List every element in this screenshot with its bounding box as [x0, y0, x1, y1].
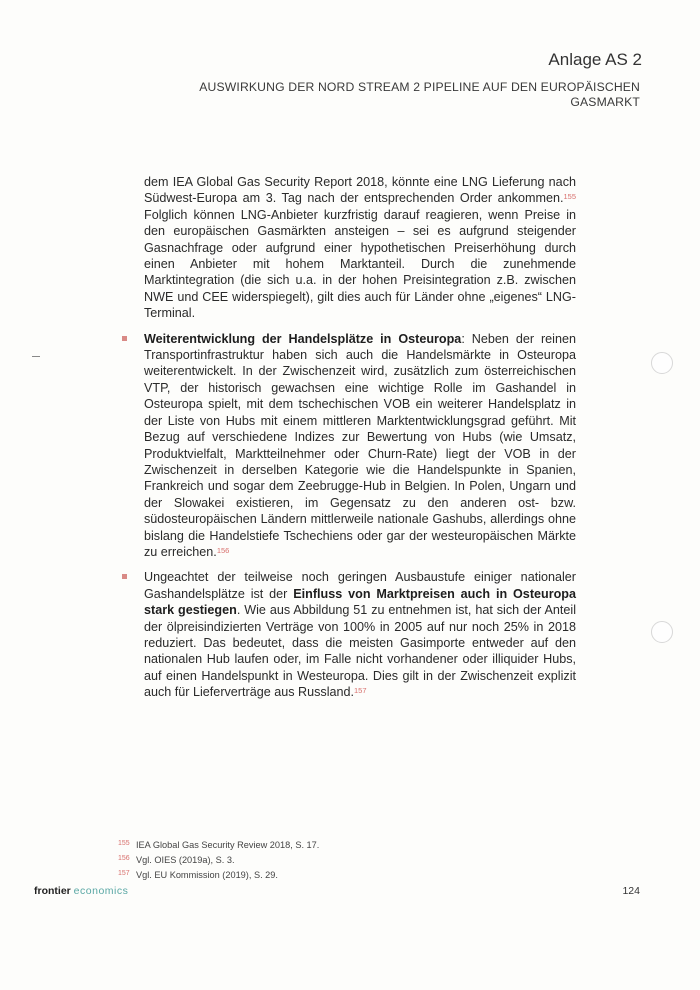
paragraph-2-heading: Weiterentwicklung der Handelsplätze in Osteuropa — [144, 331, 462, 346]
paragraph-2-text: : Neben der reinen Transportinfrastruktur haben sich auch die Handelsmärkte in Osteuropa weiterentwickelt. In der Zwischenzeit wird, zusätzlich zum österreichischen VTP, der historisch gewachsen eine wichtige Rolle im Gashandel in Osteuropa spielt, mit dem tschechischen VOB ein weiterer Handelsplatz in der Liste von Hubs mit einem mittleren Marktentwicklungsgrad geführt. Mit Bezug auf verschiedene Indizes zur Bewertung von Hubs (wie Umsatz, Produktvielfalt, Marktteilnehmer oder Churn-Rate) liegt der VOB in der Zwischenzeit in derselben Kategorie wie die Handelspunkte in Spanien, Frankreich und sogar dem Zeebrugge-Hub in Belgien. In Polen, Ungarn und der Slowakei existieren, im Gegensatz zu den anderen ost- bzw. südosteuropäischen Ländern mittlerweile nationale Gashubs, allerdings ohne bislang die Handelstiefe Tschechiens oder gar der westeuropäischen Märkte zu erreichen. — [144, 331, 576, 559]
logo-word-1: frontier — [34, 885, 71, 897]
punch-hole-top — [651, 352, 673, 374]
footnote-number: 156 — [118, 855, 130, 862]
footnote-157 — [118, 868, 558, 883]
paragraph-2 — [144, 331, 576, 561]
bullet-marker — [122, 336, 127, 341]
footnote-number: 155 — [118, 840, 130, 847]
paragraph-1-text: dem IEA Global Gas Security Report 2018, könnte eine LNG Lieferung nach Südwest-Europa am 3. Tag nach der entsprechenden Order ankommen. — [144, 175, 576, 206]
page-number: 124 — [622, 885, 640, 897]
paragraph-3-emphasis: Einfluss von Marktpreisen auch in Osteuropa stark gestiegen — [144, 586, 576, 618]
footnote-ref-155: 155 — [563, 192, 576, 202]
body-text — [144, 174, 576, 710]
logo-word-2: economics — [73, 885, 129, 897]
footnote-ref-156: 156 — [216, 545, 230, 555]
footnotes — [118, 838, 558, 883]
margin-mark — [32, 356, 40, 357]
paragraph-1-text-cont: Folglich können LNG-Anbieter kurzfristig darauf reagieren, wenn Preise in den europäischen Gasmärkten ansteigen – sei es aufgrund steigender Gasnachfrage oder aufgrund einer hypothetischen Preiserhöhung durch einen Anbieter mit hohem Marktanteil. Durch die zunehmende Marktintegration (die sich u.a. in der hohen Preisintegration z.B. zwischen NWE und CEE widerspiegelt), gilt dies auch für Länder ohne „eigenes“ LNG-Terminal. — [144, 207, 576, 321]
page-title: Anlage AS 2 — [548, 50, 642, 69]
punch-hole-bottom — [651, 621, 673, 643]
footnote-155 — [118, 838, 558, 853]
footnote-156 — [118, 853, 558, 868]
footnote-text: IEA Global Gas Security Review 2018, S. 17. — [136, 840, 320, 850]
footnote-text: Vgl. EU Kommission (2019), S. 29. — [136, 870, 278, 880]
footnote-ref-157: 157 — [354, 686, 367, 696]
paragraph-3-text: Ungeachtet der teilweise noch geringen Ausbaustufe einiger nationaler Gashandelsplätze ist der — [144, 570, 576, 601]
paragraph-3 — [144, 569, 576, 700]
paragraph-3-text-cont: . Wie aus Abbildung 51 zu entnehmen ist, hat sich der Anteil der ölpreisindizierten Verträge von 100% in 2005 auf nur noch 25% in 2018 reduziert. Das bedeutet, dass die meisten Gasimporte entweder auf den nationalen Hub laufen oder, im Falle nicht vorhandener oder illiquider Hubs, auf einen Handelspunkt in Westeuropa. Dies gilt in der Zwischenzeit explizit auch für Lieferverträge aus Russland. — [144, 603, 576, 700]
bullet-marker — [122, 574, 127, 579]
paragraph-1 — [144, 174, 576, 322]
page-subtitle: AUSWIRKUNG DER NORD STREAM 2 PIPELINE AUF DEN EUROPÄISCHEN GASMARKT — [199, 80, 640, 109]
frontier-economics-logo — [34, 885, 128, 897]
footnote-text: Vgl. OIES (2019a), S. 3. — [136, 855, 235, 865]
footnote-number: 157 — [118, 870, 130, 877]
